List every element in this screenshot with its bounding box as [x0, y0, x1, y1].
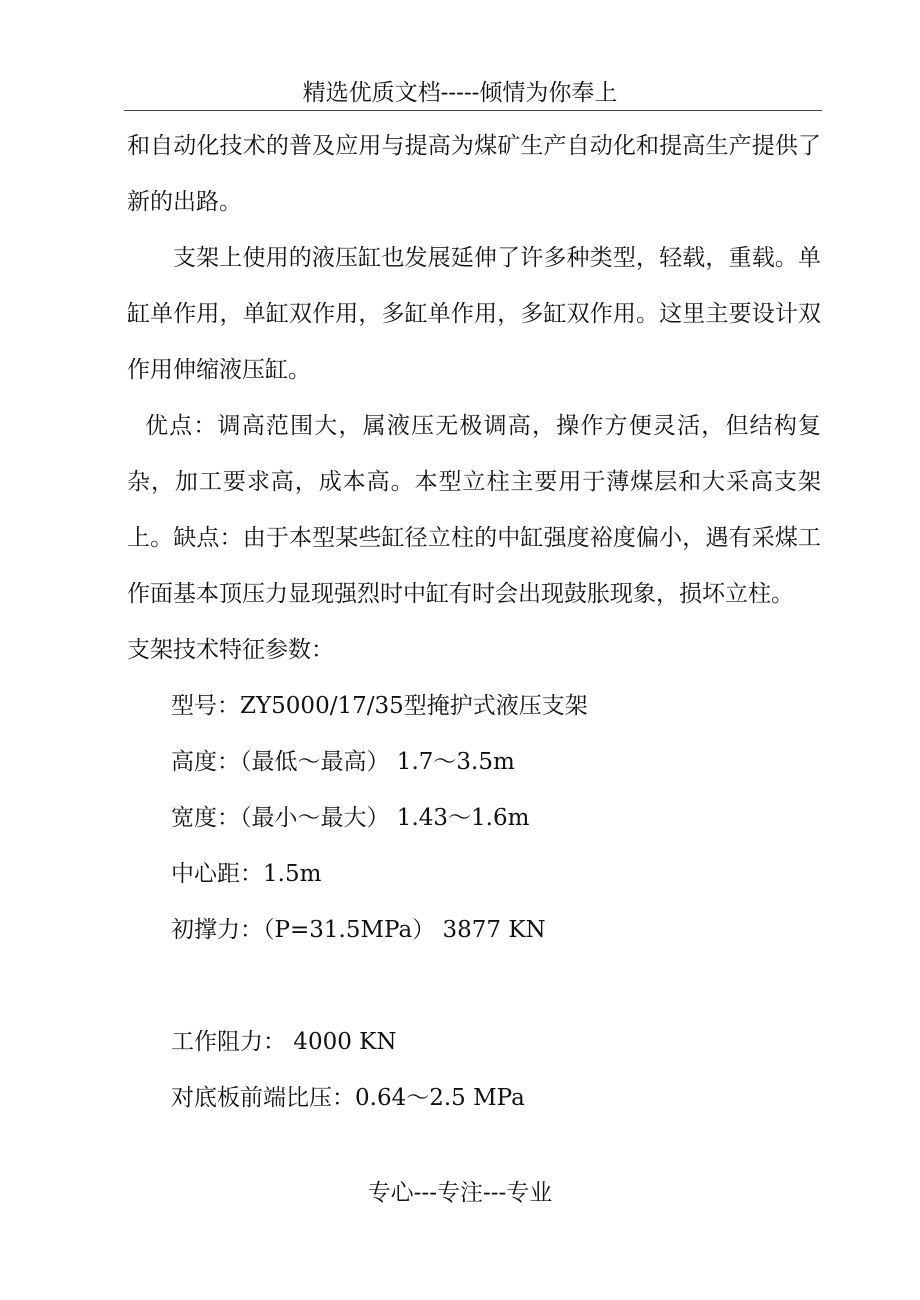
header-divider [124, 110, 822, 111]
params-heading: 支架技术特征参数： [127, 637, 334, 663]
page-header: 精选优质文档-----倾情为你奉上 [302, 80, 618, 106]
param-setting-force: 初撑力：（P=31.5MPa） 3877 KN [171, 917, 546, 943]
param-model: 型号：ZY5000/17/35型掩护式液压支架 [171, 693, 588, 719]
paragraph-automation: 和自动化技术的普及应用与提高为煤矿生产自动化和提高生产提供了新的出路。 [127, 133, 821, 215]
page-footer: 专心---专注---专业 [367, 1180, 553, 1206]
param-working-resistance: 工作阻力： 4000 KN [171, 1029, 397, 1055]
param-center-distance: 中心距：1.5m [171, 861, 322, 887]
param-width: 宽度：（最小～最大） 1.43～1.6m [171, 805, 530, 831]
blank-line [171, 958, 821, 1014]
params-list [127, 678, 821, 1126]
paragraph-pros-cons: 优点：调高范围大，属液压无极调高，操作方便灵活，但结构复杂，加工要求高，成本高。本型立柱主要用于薄煤层和大采高支架上。缺点：由于本型某些缸径立柱的中缸强度裕度偏小，遇有采煤工作面基本顶压力显现强烈时中缸有时会出现鼓胀现象，损坏立柱。 [127, 413, 821, 607]
paragraph-cylinder-types: 支架上使用的液压缸也发展延伸了许多种类型，轻载，重载。单缸单作用，单缸双作用，多缸单作用，多缸双作用。这里主要设计双作用伸缩液压缸。 [127, 245, 821, 383]
param-base-pressure: 对底板前端比压：0.64～2.5 MPa [171, 1085, 525, 1111]
param-height: 高度：（最低～最高） 1.7～3.5m [171, 749, 515, 775]
document-body [127, 118, 821, 1126]
